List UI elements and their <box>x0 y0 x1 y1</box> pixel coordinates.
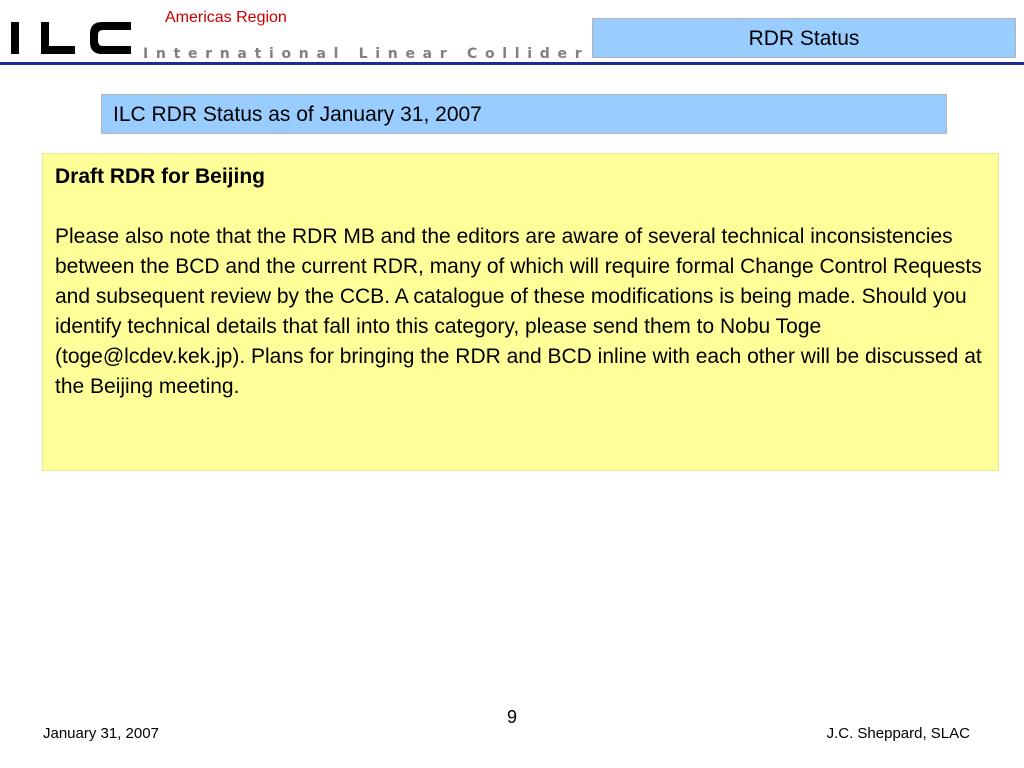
content-body: Please also note that the RDR MB and the editors are aware of several technical inconsistencies between the BCD and the current RDR, many of which will require formal Change Control Requests and subsequent review by the CCB. A catalogue of these modifications is being made. Should you identify technical details that fall into this category, please send them to Nobu Toge (toge@lcdev.kek.jp). Plans for bringing the RDR and BCD inline with each other will be discussed at the Beijing meeting. <box>55 225 982 398</box>
region-label: Americas Region <box>165 9 287 26</box>
header-divider <box>0 62 1024 65</box>
content-box <box>42 153 999 471</box>
ilc-logo <box>8 16 136 62</box>
slide-title: ILC RDR Status as of January 31, 2007 <box>101 94 947 134</box>
footer-date: January 31, 2007 <box>43 725 159 742</box>
footer-author: J.C. Sheppard, SLAC <box>826 725 970 742</box>
slide-section-label: RDR Status <box>592 18 1016 58</box>
page-number: 9 <box>506 707 517 727</box>
organization-tagline: International Linear Collider <box>143 46 590 62</box>
content-heading: Draft RDR for Beijing <box>55 165 265 188</box>
